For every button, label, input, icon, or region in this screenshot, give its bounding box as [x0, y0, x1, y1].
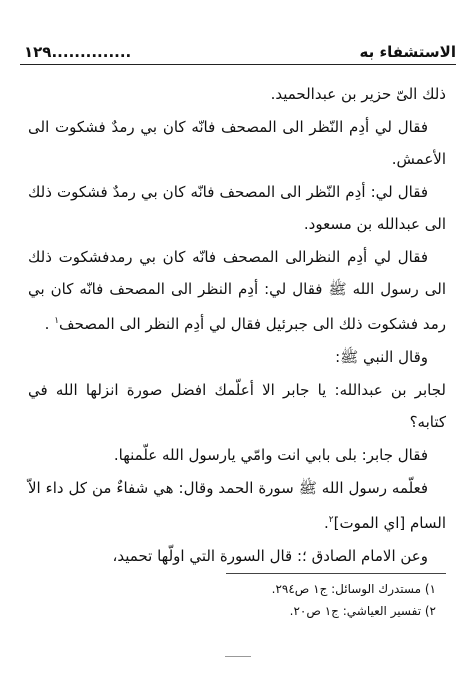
footnote-ref: ٢ — [328, 515, 334, 525]
paragraph: فقال جابر: بلى بابي انت وامّي يارسول الله علّمنها. — [113, 446, 428, 464]
bottom-mark — [225, 656, 251, 657]
footnote: ١) مستدرك الوسائل: ج١ ص٢٩٤. — [271, 582, 436, 596]
footnotes — [28, 578, 446, 622]
paragraph: فقال لي أدِم النّظر الى المصحف فانّه كان بي رمدٌ فشكوت الى الأعمش. — [28, 118, 446, 168]
page-number-dots: .............. — [51, 43, 132, 61]
paragraph: لجابر بن عبدالله: يا جابر الا أعلّمك افضل صورة انزلها الله في كتابه؟ — [28, 381, 446, 431]
paragraph: وعن الامام الصادق ؛: قال السورة التي اولّها تحميد، — [112, 547, 428, 565]
page-number-value: ١٢٩ — [24, 43, 52, 61]
paragraph: فقال لي أدِم النظرالى المصحف فانّه كان بي رمدفشكوت ذلك الى رسول الله ﷺ فقال لي: أدِم النظر الى المصحف فانّه كان بي رمد فشكوت ذلك الى جبرئيل فقال لي أدِم النظر الى المصحف$^١$ . — [28, 248, 446, 333]
main-text — [28, 78, 446, 573]
paragraph-text: فقال لي أدِم النظرالى المصحف فانّه كان بي رمدفشكوت ذلك الى رسول الله ﷺ فقال لي: أدِم النظر الى المصحف فانّه كان بي رمد فشكوت ذلك الى جبرئيل فقال لي أدِم النظر الى المصحف — [28, 248, 446, 333]
paragraph: ذلك الىّ حزير بن عبدالحميد. — [270, 85, 446, 103]
paragraph: فقال لي: أدِم النّظر الى المصحف فانّه كان بي رمدٌ فشكوت ذلك الى عبدالله بن مسعود. — [28, 183, 446, 233]
paragraph: فعلّمه رسول الله ﷺ سورة الحمد وقال: هي شفاءٌ من كل داء الاّ السام [اي الموت]$^٢$. — [28, 479, 446, 532]
footnote-divider — [226, 573, 446, 574]
paragraph-text: فعلّمه رسول الله ﷺ سورة الحمد وقال: هي شفاءٌ من كل داء الاّ السام [اي الموت] — [28, 479, 446, 532]
running-header — [20, 41, 456, 63]
chapter-title: الاستشفاء به — [359, 43, 456, 61]
page-number — [24, 41, 131, 63]
footnote: ٢) تفسير العياشي: ج١ ص٢٠. — [289, 604, 436, 618]
footnote-ref: ١ — [54, 316, 60, 326]
paragraph: وقال النبي ﷺ: — [335, 348, 428, 366]
header-divider — [20, 64, 456, 65]
